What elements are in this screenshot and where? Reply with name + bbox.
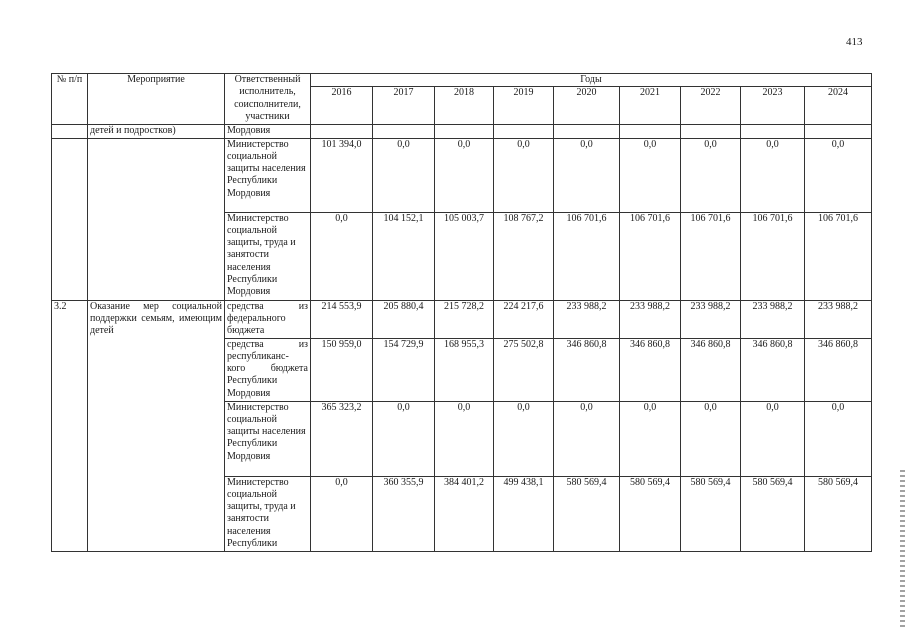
value-cell: 106 701,6 [554,212,620,300]
value-cell: 205 880,4 [373,300,435,338]
value-cell: 346 860,8 [741,338,805,401]
value-cell: 0,0 [435,401,494,476]
value-cell: 0,0 [805,401,872,476]
year-2024: 2024 [805,87,872,125]
row-executor: Министерство социальной защиты, труда и занятости населения Республики Мордовия [225,212,311,300]
year-2018: 2018 [435,87,494,125]
value-cell: 346 860,8 [805,338,872,401]
value-cell: 168 955,3 [435,338,494,401]
row-executor [225,300,311,338]
value-cell: 108 767,2 [494,212,554,300]
value-cell: 0,0 [681,401,741,476]
value-cell: 0,0 [741,401,805,476]
cell-empty [52,138,88,300]
year-2019: 2019 [494,87,554,125]
value-cell: 106 701,6 [681,212,741,300]
year-2017: 2017 [373,87,435,125]
value-cell: 233 988,2 [554,300,620,338]
value-cell: 499 438,1 [494,476,554,551]
row-executor: Министерство социальной защиты, труда и занятости населения Республики [225,476,311,551]
value-cell: 0,0 [311,212,373,300]
value-cell: 0,0 [311,476,373,551]
value-cell: 346 860,8 [681,338,741,401]
value-cell: 104 152,1 [373,212,435,300]
row-executor: Министерство социальной защиты населения Республики Мордовия [225,138,311,212]
value-cell: 0,0 [554,401,620,476]
value-cell: 233 988,2 [741,300,805,338]
cell-empty [88,138,225,300]
value-cell: 0,0 [373,138,435,212]
continuation-row [52,125,872,138]
value-cell: 233 988,2 [620,300,681,338]
value-cell: 0,0 [741,138,805,212]
executor-word: из [298,338,308,350]
value-cell: 233 988,2 [681,300,741,338]
value-cell: 275 502,8 [494,338,554,401]
value-cell: 365 323,2 [311,401,373,476]
value-cell: 214 553,9 [311,300,373,338]
budget-table [51,73,872,552]
continuation-event: детей и подростков) [88,125,225,138]
executor-rest: федерального бюджета [227,312,286,337]
value-cell: 0,0 [373,401,435,476]
value-cell: 0,0 [620,401,681,476]
year-2020: 2020 [554,87,620,125]
value-cell: 106 701,6 [741,212,805,300]
executor-tail: Республики Мордовия [227,375,278,399]
executor-rest: республиканс- [227,350,289,362]
value-cell: 233 988,2 [805,300,872,338]
executor-word: средства [227,338,264,350]
value-cell: 154 729,9 [373,338,435,401]
value-cell: 346 860,8 [620,338,681,401]
value-cell: 0,0 [554,138,620,212]
header-event: Мероприятие [88,74,225,125]
value-cell: 0,0 [681,138,741,212]
value-cell: 580 569,4 [741,476,805,551]
scan-edge-artifact [900,470,905,630]
table-row [52,300,872,338]
header-row [52,74,872,87]
value-cell: 101 394,0 [311,138,373,212]
page-number: 413 [846,36,863,48]
value-cell: 150 959,0 [311,338,373,401]
value-cell: 0,0 [620,138,681,212]
year-2022: 2022 [681,87,741,125]
value-cell: 105 003,7 [435,212,494,300]
value-cell: 0,0 [494,138,554,212]
value-cell: 384 401,2 [435,476,494,551]
value-cell: 346 860,8 [554,338,620,401]
value-cell: 360 355,9 [373,476,435,551]
executor-word: кого [227,363,246,375]
row-executor: Министерство социальной защиты населения Республики Мордовия [225,401,311,476]
value-cell: 215 728,2 [435,300,494,338]
value-cell: 580 569,4 [681,476,741,551]
executor-word: из [298,300,308,312]
value-cell: 580 569,4 [620,476,681,551]
row-executor [225,338,311,401]
header-num: № п/п [52,74,88,125]
executor-word: средства [227,300,264,312]
table-row [52,138,872,212]
row-event: Оказание мер социальной поддержки семьям, имеющим детей [88,300,225,551]
value-cell: 0,0 [435,138,494,212]
value-cell: 580 569,4 [805,476,872,551]
executor-word: бюджета [270,363,308,375]
value-cell: 580 569,4 [554,476,620,551]
cell-empty [52,125,88,138]
value-cell: 106 701,6 [620,212,681,300]
value-cell: 106 701,6 [805,212,872,300]
header-executor: Ответственный исполнитель, соисполнители, участники [225,74,311,125]
value-cell: 0,0 [805,138,872,212]
year-2021: 2021 [620,87,681,125]
header-years: Годы [311,74,872,87]
year-2016: 2016 [311,87,373,125]
row-number: 3.2 [52,300,88,551]
value-cell: 0,0 [494,401,554,476]
value-cell: 224 217,6 [494,300,554,338]
continuation-executor: Мордовия [225,125,311,138]
year-2023: 2023 [741,87,805,125]
